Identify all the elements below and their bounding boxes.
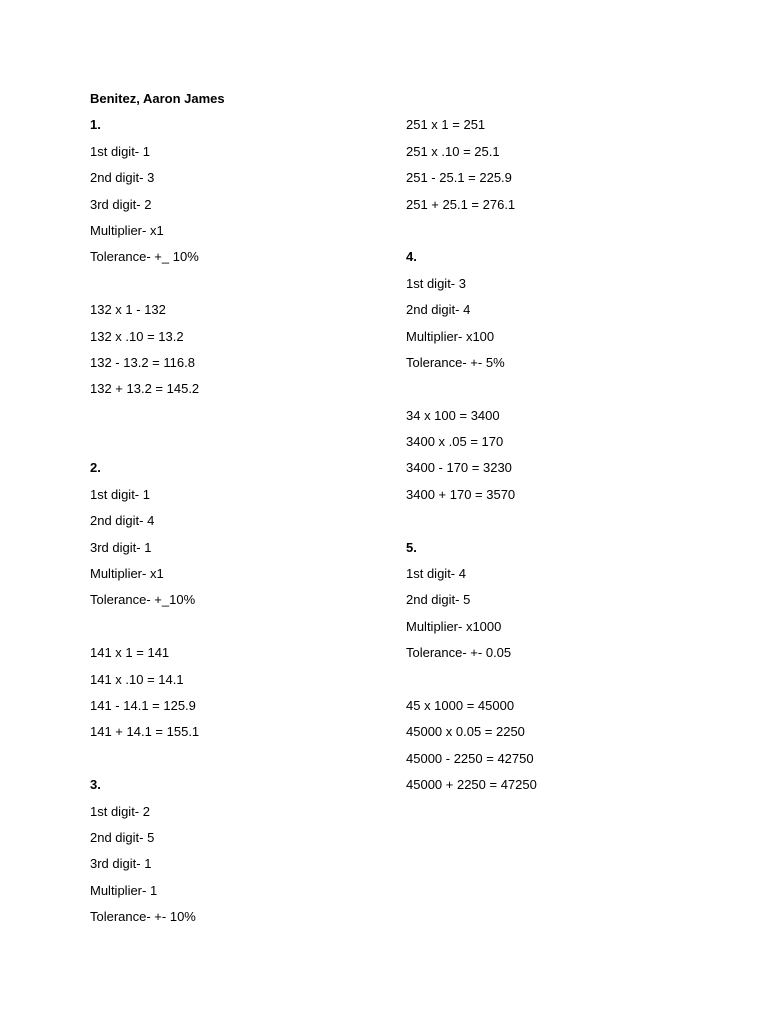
problem-1-calc-line: 132 - 13.2 = 116.8 xyxy=(90,354,195,370)
problem-2-calc-line: 141 x 1 = 141 xyxy=(90,645,170,661)
problem-3-calc-line: 251 - 25.1 = 225.9 xyxy=(406,170,512,186)
problem-3-calc-line: 251 + 25.1 = 276.1 xyxy=(406,196,516,212)
problem-2-calc-line: 141 + 14.1 = 155.1 xyxy=(90,724,200,740)
problem-1-calc-line: 132 + 13.2 = 145.2 xyxy=(90,381,200,397)
problem-3-third-digit: 3rd digit- 1 xyxy=(90,856,152,872)
problem-3-calc-line: 251 x .10 = 25.1 xyxy=(406,143,500,159)
problem-2-calc-line: 141 x .10 = 14.1 xyxy=(90,671,184,687)
problem-5-calc-line: 45 x 1000 = 45000 xyxy=(406,697,515,713)
problem-2-second-digit: 2nd digit- 4 xyxy=(90,513,155,529)
spacer xyxy=(90,271,390,297)
problem-5-second-digit: 2nd digit- 5 xyxy=(406,592,471,608)
problem-5-tolerance: Tolerance- +- 0.05 xyxy=(406,645,512,661)
problem-1-second-digit: 2nd digit- 3 xyxy=(90,170,155,186)
problem-5-calc-line: 45000 + 2250 = 47250 xyxy=(406,777,537,793)
spacer xyxy=(90,429,390,455)
problem-2-calc-line: 141 - 14.1 = 125.9 xyxy=(90,697,196,713)
problem-3-multiplier: Multiplier- 1 xyxy=(90,882,158,898)
problem-3-tolerance: Tolerance- +- 10% xyxy=(90,909,196,925)
problem-5-number: 5. xyxy=(406,539,417,555)
right-column xyxy=(406,86,706,799)
problem-1-calc-line: 132 x 1 - 132 xyxy=(90,302,166,318)
problem-4-second-digit: 2nd digit- 4 xyxy=(406,302,471,318)
problem-3-number: 3. xyxy=(90,777,101,793)
problem-1-first-digit: 1st digit- 1 xyxy=(90,143,150,159)
problem-4-calc-line: 3400 - 170 = 3230 xyxy=(406,460,512,476)
problem-3-first-digit: 1st digit- 2 xyxy=(90,803,150,819)
problem-2-first-digit: 1st digit- 1 xyxy=(90,486,150,502)
problem-1-calc-line: 132 x .10 = 13.2 xyxy=(90,328,184,344)
problem-1-tolerance: Tolerance- +_ 10% xyxy=(90,249,199,265)
left-column xyxy=(90,86,390,931)
problem-4-number: 4. xyxy=(406,249,417,265)
problem-5-first-digit: 1st digit- 4 xyxy=(406,566,466,582)
problem-5-calc-line: 45000 x 0.05 = 2250 xyxy=(406,724,525,740)
problem-1-multiplier: Multiplier- x1 xyxy=(90,222,164,238)
spacer xyxy=(90,746,390,772)
spacer xyxy=(406,86,706,112)
problem-4-calc-line: 3400 + 170 = 3570 xyxy=(406,486,516,502)
spacer xyxy=(406,508,706,534)
problem-3-calc-line: 251 x 1 = 251 xyxy=(406,117,486,133)
problem-2-multiplier: Multiplier- x1 xyxy=(90,566,164,582)
problem-4-calc-line: 34 x 100 = 3400 xyxy=(406,407,500,423)
spacer xyxy=(90,614,390,640)
author-name: Benitez, Aaron James xyxy=(90,91,225,106)
problem-2-tolerance: Tolerance- +_10% xyxy=(90,592,196,608)
spacer xyxy=(406,218,706,244)
problem-2-third-digit: 3rd digit- 1 xyxy=(90,539,152,555)
problem-4-multiplier: Multiplier- x100 xyxy=(406,328,495,344)
spacer xyxy=(406,667,706,693)
problem-4-first-digit: 1st digit- 3 xyxy=(406,275,466,291)
problem-1-number: 1. xyxy=(90,117,101,133)
problem-2-number: 2. xyxy=(90,460,101,476)
problem-5-calc-line: 45000 - 2250 = 42750 xyxy=(406,750,534,766)
problem-5-multiplier: Multiplier- x1000 xyxy=(406,618,502,634)
problem-4-calc-line: 3400 x .05 = 170 xyxy=(406,434,504,450)
problem-3-second-digit: 2nd digit- 5 xyxy=(90,829,155,845)
spacer xyxy=(90,403,390,429)
problem-1-third-digit: 3rd digit- 2 xyxy=(90,196,152,212)
spacer xyxy=(406,376,706,402)
problem-4-tolerance: Tolerance- +- 5% xyxy=(406,354,505,370)
